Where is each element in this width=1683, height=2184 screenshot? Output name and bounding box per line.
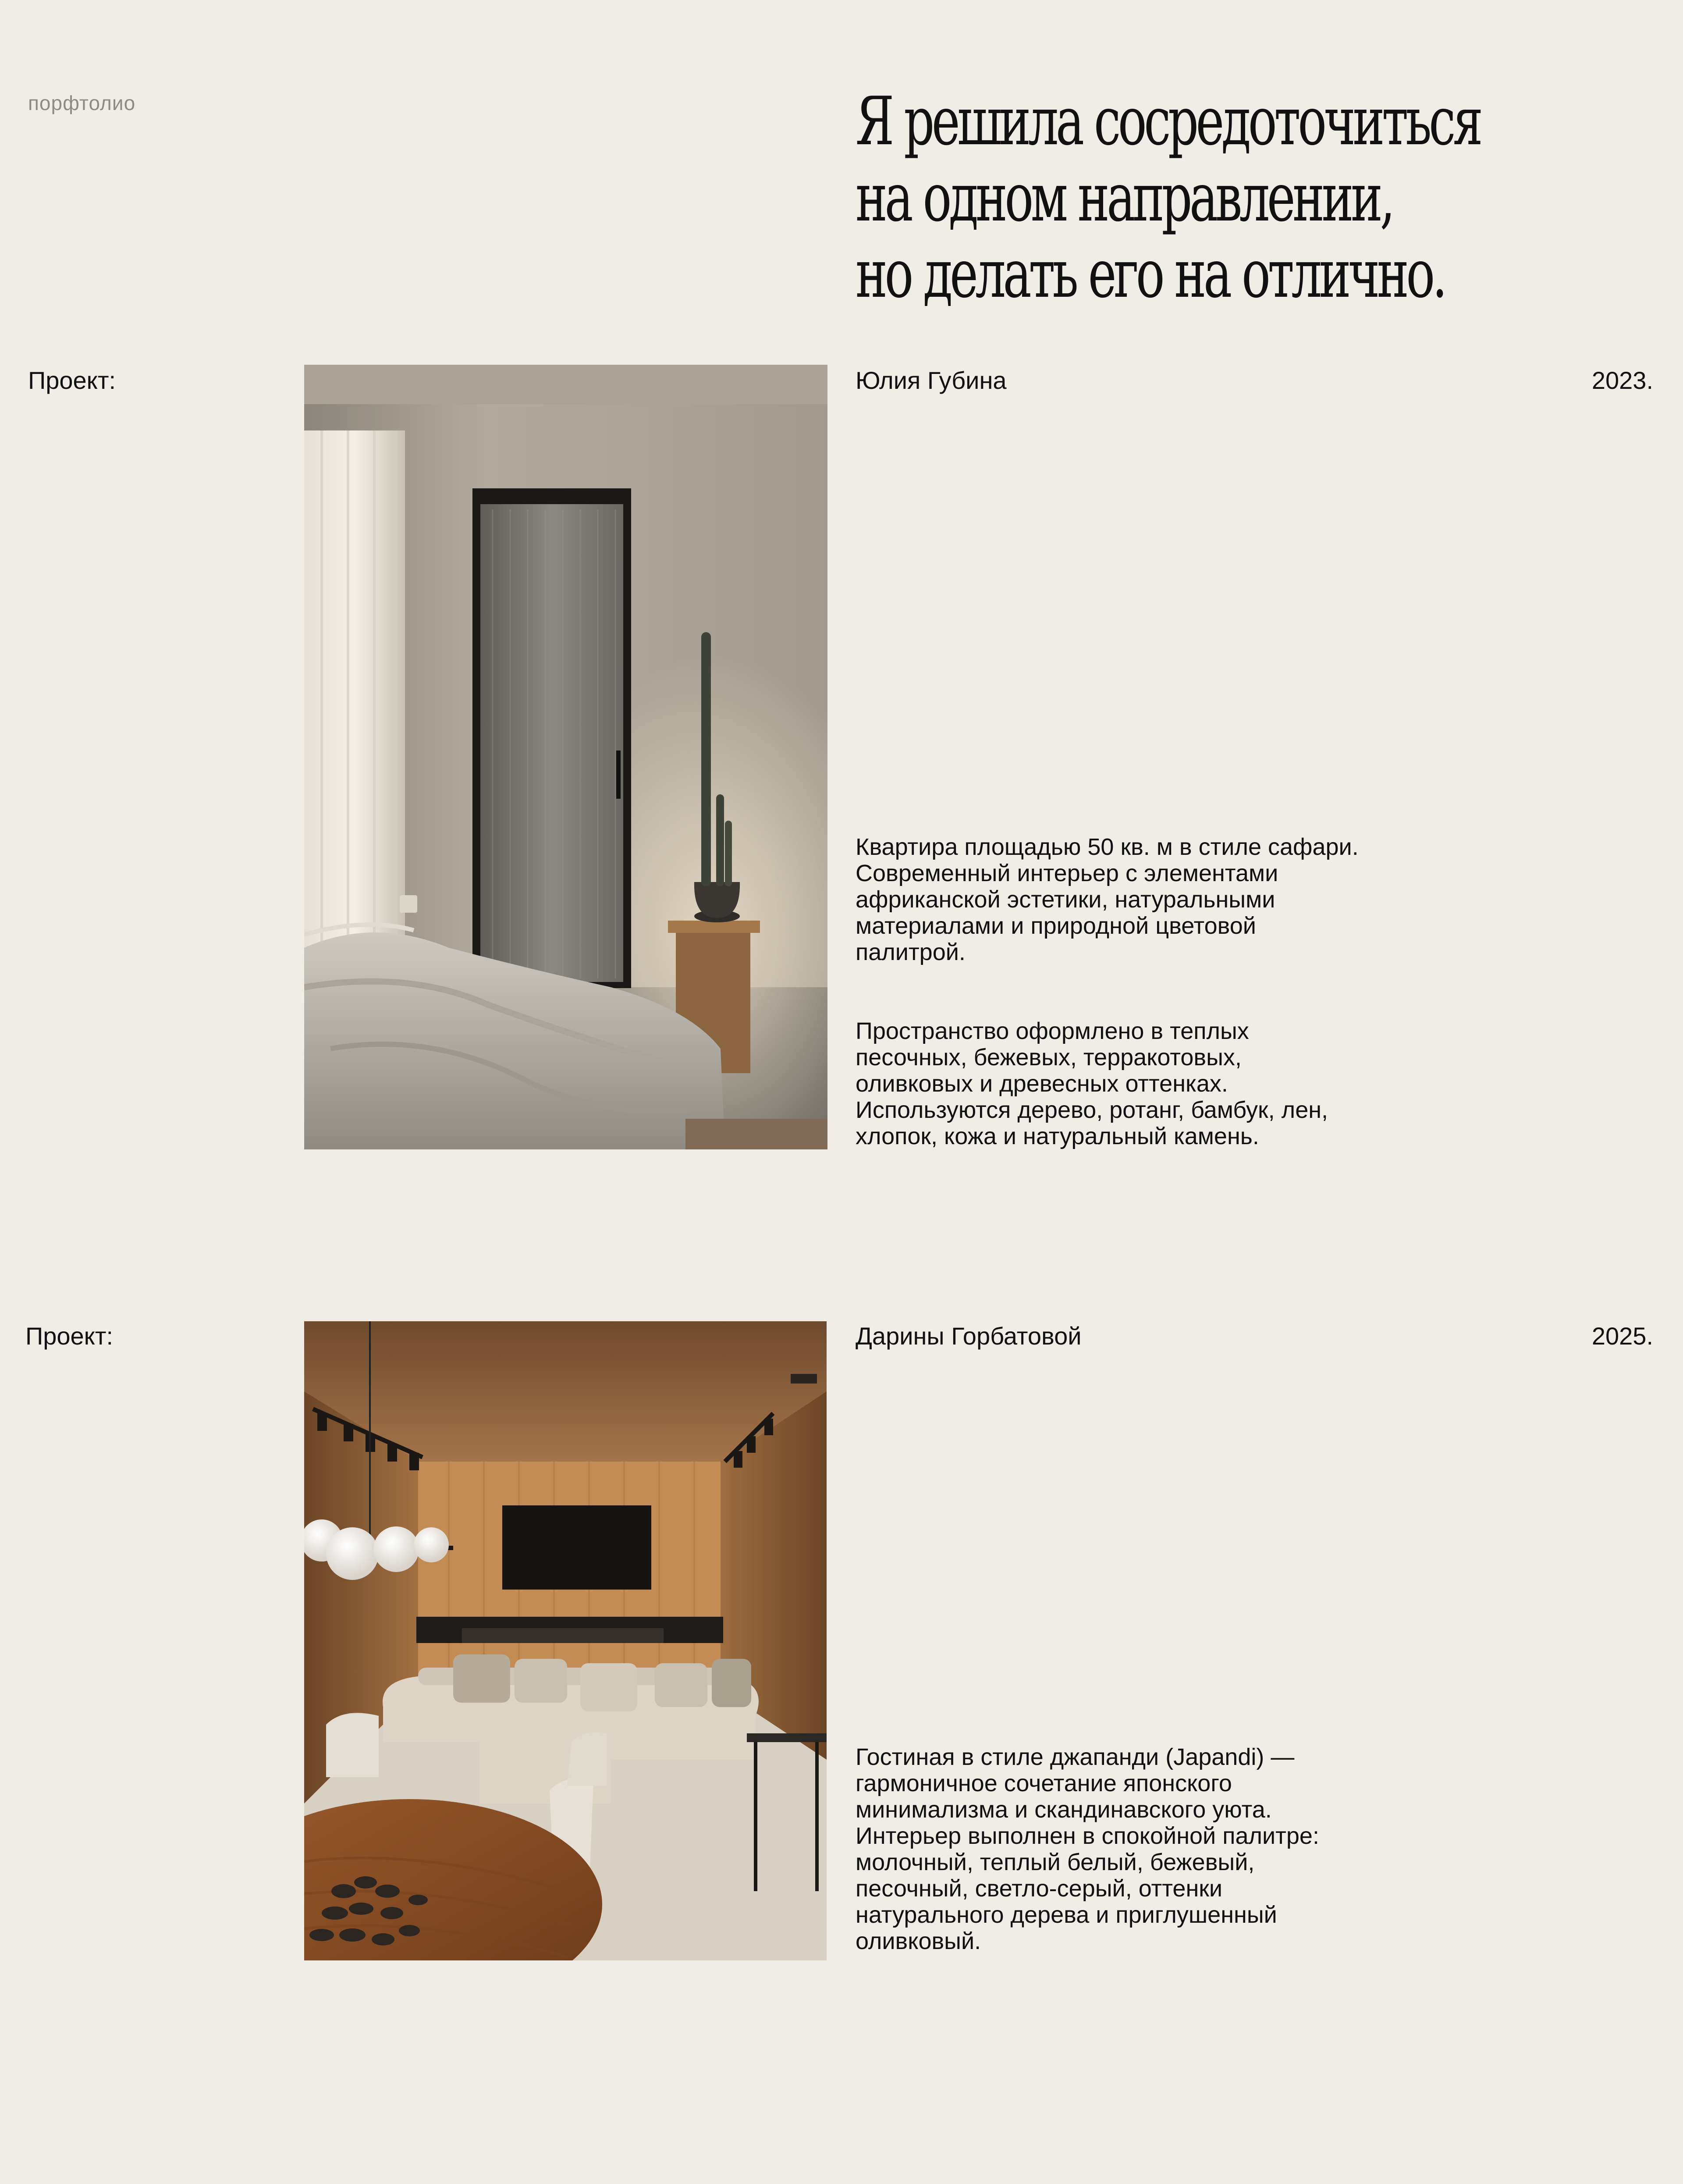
description-paragraph: Гостиная в стиле джапанди (Japandi) — гармоничное сочетание японского минимализма и скандинавского уюта. Интерьер выполнен в спокойной палитре: молочный, теплый белый, бежевый, песочный, светло-серый, оттенки натурального дерева и приглушенный оливковый. xyxy=(856,1744,1319,1954)
description-paragraph: Квартира площадью 50 кв. м в стиле сафари. Современный интерьер с элементами африканской эстетики, натуральными материалами и природной цветовой палитрой. xyxy=(856,834,1359,965)
project-description xyxy=(856,834,1364,1149)
project-year: 2025. xyxy=(1591,1322,1653,1350)
headline-line: на одном направлении, xyxy=(856,159,1392,236)
project-client-name: Дарины Горбатовой xyxy=(856,1322,1082,1350)
project-client-name: Юлия Губина xyxy=(856,366,1007,394)
living-room-photo[interactable] xyxy=(304,1321,827,1960)
project-year: 2023. xyxy=(1591,366,1653,394)
headline-line: но делать его на отлично. xyxy=(856,235,1445,313)
page-headline xyxy=(856,82,1481,313)
project-label: Проект: xyxy=(25,1322,114,1350)
section-label: порфтолио xyxy=(28,92,136,114)
description-paragraph: Пространство оформлено в теплых песочных, бежевых, терракотовых, оливковых и древесных оттенках. Используются дерево, ротанг, бамбук, лен, хлопок, кожа и натуральный камень. xyxy=(856,1018,1328,1149)
living-room-illustration xyxy=(304,1321,827,1960)
headline-line: Я решила сосредоточиться xyxy=(856,82,1481,160)
bedroom-illustration xyxy=(304,365,827,1149)
bedroom-photo[interactable] xyxy=(304,365,827,1149)
project-description xyxy=(856,1744,1364,1954)
project-label: Проект: xyxy=(28,366,116,394)
